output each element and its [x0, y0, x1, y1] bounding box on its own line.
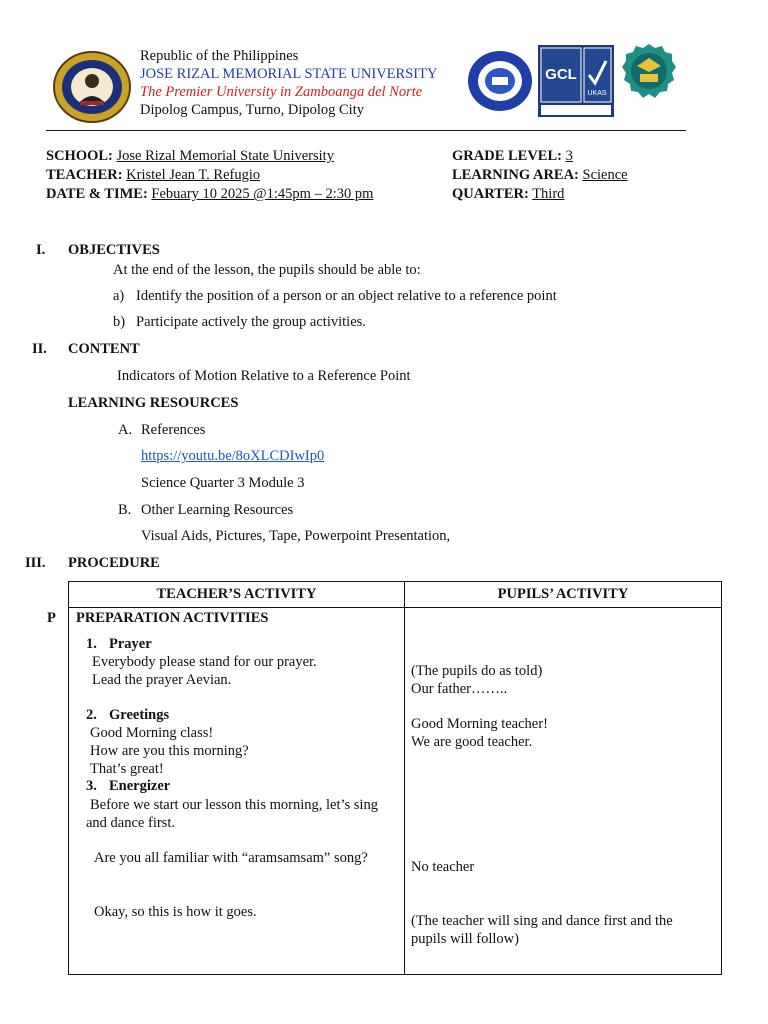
pupils-greeting-line-2: We are good teacher. — [411, 734, 533, 750]
prayer-line-1: Everybody please stand for our prayer. — [92, 654, 317, 670]
familiar-question: Are you all familiar with “aramsamsam” song? — [94, 850, 368, 866]
greetings-line-1: Good Morning class! — [90, 725, 214, 741]
content-number: II. — [32, 341, 47, 357]
learning-area-row — [452, 166, 628, 186]
quarter-label: QUARTER: — [452, 186, 529, 202]
pupils-follow-line-1: (The teacher will sing and dance first and the — [411, 913, 673, 929]
grade-value: 3 — [565, 148, 573, 164]
learning-resources-heading: LEARNING RESOURCES — [68, 395, 239, 411]
grade-label: GRADE LEVEL: — [452, 148, 562, 164]
reference-video-link[interactable]: https://youtu.be/8oXLCDIwIp0 — [141, 448, 325, 464]
pupils-greeting-line-1: Good Morning teacher! — [411, 716, 548, 732]
university-seal-logo — [52, 51, 132, 123]
procedure-heading: PROCEDURE — [68, 555, 160, 571]
energizer-title: Energizer — [109, 778, 171, 794]
teacher-activity-header: TEACHER’S ACTIVITY — [156, 586, 317, 602]
quarter-value: Third — [532, 186, 565, 202]
university-tagline: The Premier University in Zamboanga del Norte — [140, 84, 423, 100]
greetings-title: Greetings — [109, 707, 170, 723]
energizer-line-1: Before we start our lesson this morning, let’s sing — [90, 797, 378, 813]
objective-item-b: Participate actively the group activities. — [136, 314, 366, 330]
school-row — [46, 147, 334, 167]
cte-logo — [467, 50, 533, 112]
svg-text:UKAS: UKAS — [587, 90, 607, 97]
greetings-line-3: That’s great! — [90, 761, 164, 777]
other-resources-marker: B. — [118, 502, 132, 518]
university-name: JOSE RIZAL MEMORIAL STATE UNIVERSITY — [140, 66, 438, 82]
content-heading: CONTENT — [68, 341, 140, 357]
prayer-title: Prayer — [109, 636, 152, 652]
objectives-heading: OBJECTIVES — [68, 242, 160, 258]
greetings-line-2: How are you this morning? — [90, 743, 249, 759]
greetings-number: 2. — [86, 707, 97, 723]
procedure-table — [68, 581, 722, 975]
energizer-line-2: and dance first. — [86, 815, 175, 831]
teacher-row — [46, 166, 260, 186]
datetime-row — [46, 185, 373, 205]
raccup-logo — [622, 42, 676, 112]
prayer-line-2: Lead the prayer Aevian. — [92, 672, 232, 688]
quarter-row — [452, 185, 564, 205]
campus-address: Dipolog Campus, Turno, Dipolog City — [140, 102, 364, 118]
pupils-no-teacher: No teacher — [411, 859, 475, 875]
objective-marker-b: b) — [113, 314, 126, 330]
other-resources-heading: Other Learning Resources — [141, 502, 294, 518]
republic-line: Republic of the Philippines — [140, 48, 299, 64]
preparation-activities-title: PREPARATION ACTIVITIES — [76, 610, 269, 626]
preparation-row-marker: P — [47, 610, 56, 626]
teacher-label: TEACHER: — [46, 167, 123, 183]
references-heading: References — [141, 422, 206, 438]
datetime-label: DATE & TIME: — [46, 186, 148, 202]
pupils-activity-header: PUPILS’ ACTIVITY — [497, 586, 629, 602]
learning-area-value: Science — [582, 167, 628, 183]
reference-module: Science Quarter 3 Module 3 — [141, 475, 305, 491]
objective-marker-a: a) — [113, 288, 125, 304]
school-value: Jose Rizal Memorial State University — [116, 148, 334, 164]
grade-row — [452, 147, 573, 167]
school-label: SCHOOL: — [46, 148, 113, 164]
objective-item-a: Identify the position of a person or an object relative to a reference point — [136, 288, 557, 304]
teacher-value: Kristel Jean T. Refugio — [126, 167, 261, 183]
header-divider — [46, 130, 686, 131]
procedure-number: III. — [25, 555, 46, 571]
learning-area-label: LEARNING AREA: — [452, 167, 579, 183]
gcl-ukas-certification-logo — [538, 45, 614, 117]
song-instruction: Okay, so this is how it goes. — [94, 904, 257, 920]
pupils-prayer-line-2: Our father…….. — [411, 681, 508, 697]
pupils-prayer-line-1: (The pupils do as told) — [411, 663, 543, 679]
datetime-value: Febuary 10 2025 @1:45pm – 2:30 pm — [151, 186, 374, 202]
header-row-divider — [69, 607, 721, 608]
other-resources-text: Visual Aids, Pictures, Tape, Powerpoint Presentation, — [141, 528, 451, 544]
objectives-number: I. — [36, 242, 46, 258]
column-divider — [404, 582, 405, 974]
energizer-number: 3. — [86, 778, 97, 794]
svg-text:GCL: GCL — [545, 66, 577, 83]
content-text: Indicators of Motion Relative to a Reference Point — [117, 368, 411, 384]
objectives-intro: At the end of the lesson, the pupils should be able to: — [113, 262, 421, 278]
prayer-number: 1. — [86, 636, 97, 652]
pupils-follow-line-2: pupils will follow) — [411, 931, 519, 947]
references-marker: A. — [118, 422, 133, 438]
